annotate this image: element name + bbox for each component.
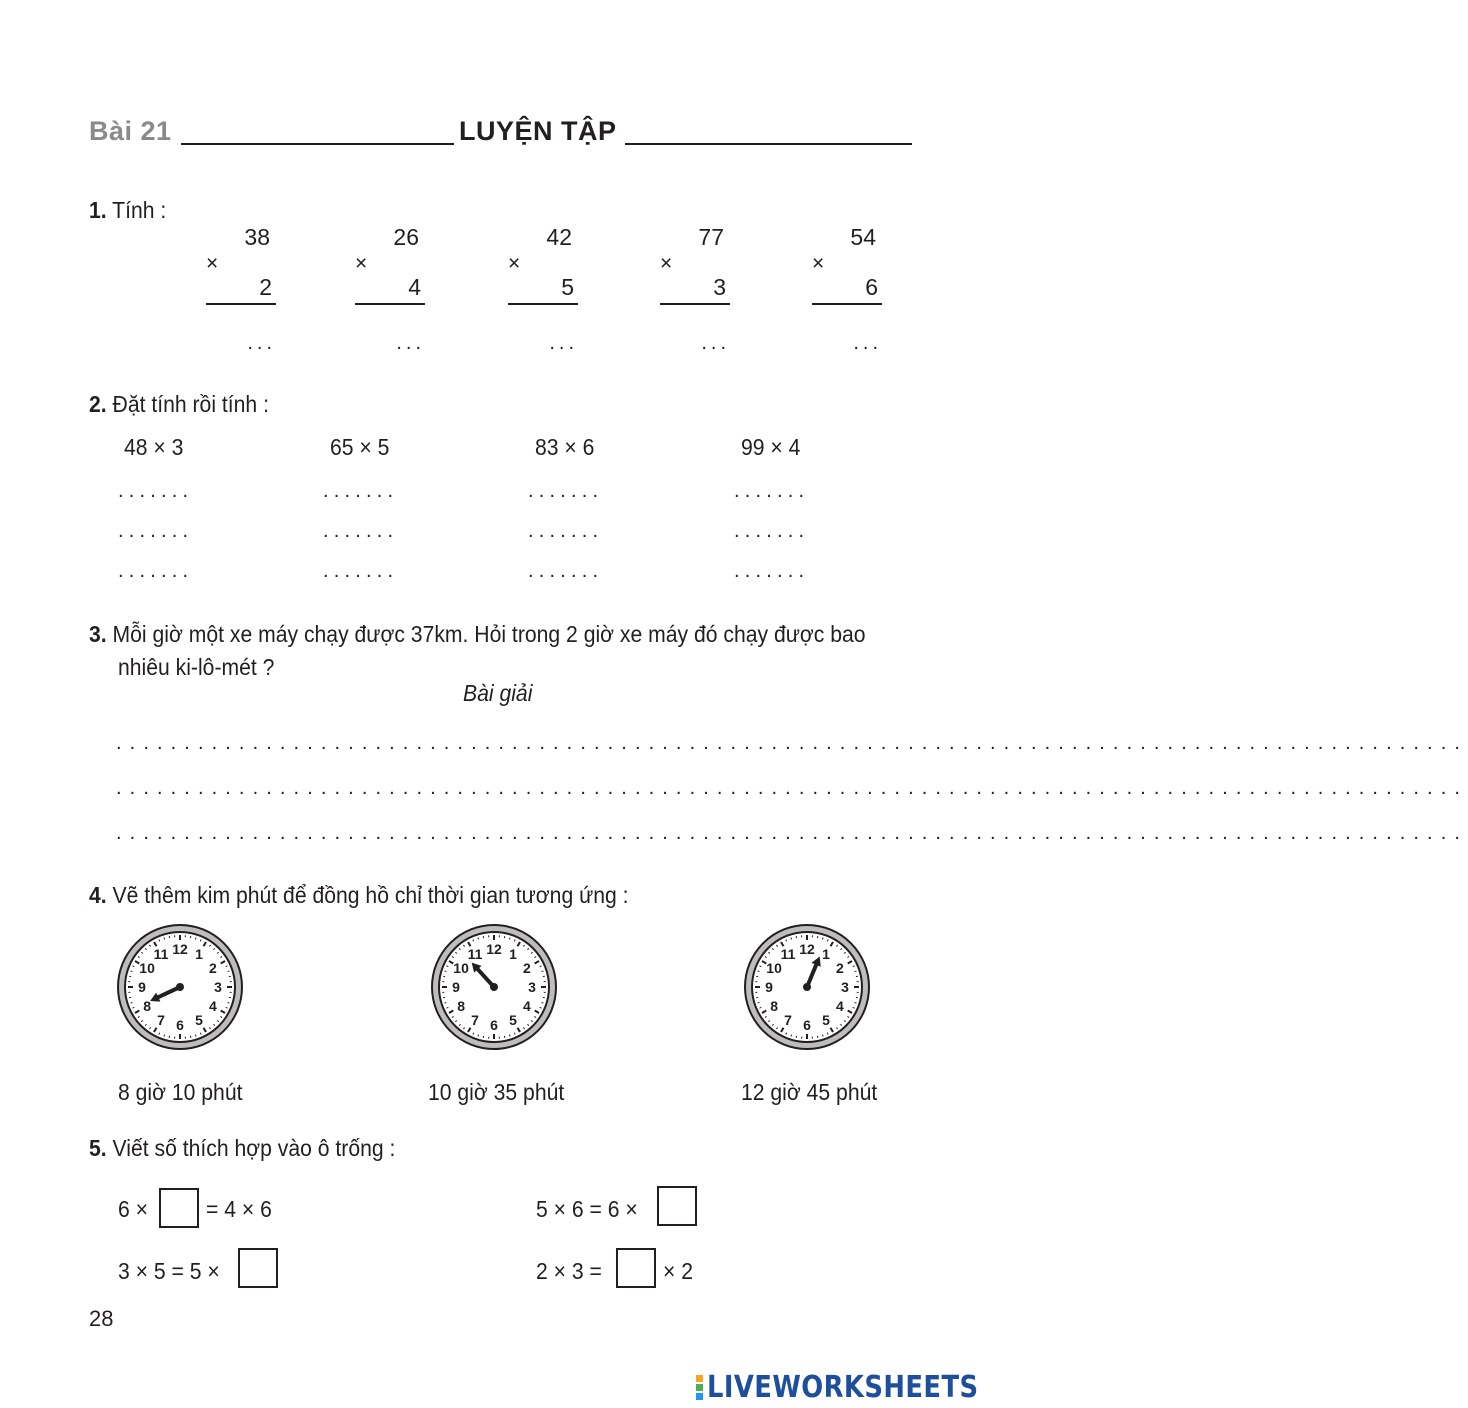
answer-box[interactable] bbox=[159, 1188, 199, 1228]
ex2-answer-line[interactable]: ....... bbox=[734, 520, 810, 542]
clock-numeral: 1 bbox=[822, 946, 830, 963]
ex2-expression: 65 × 5 bbox=[330, 434, 390, 460]
clock-tick bbox=[478, 938, 479, 940]
clock-numeral: 7 bbox=[784, 1011, 792, 1028]
clock-numeral: 7 bbox=[157, 1011, 165, 1028]
answer-blank[interactable]: ... bbox=[549, 332, 578, 354]
clock-caption: 12 giờ 45 phút bbox=[741, 1079, 878, 1105]
ex1-problem: 42 × 5 ... bbox=[508, 224, 578, 354]
clock-numeral: 5 bbox=[195, 1011, 203, 1028]
clock-numeral: 1 bbox=[509, 946, 517, 963]
clock-center bbox=[803, 983, 811, 991]
clock-tick bbox=[791, 938, 792, 940]
ex4-heading: 4. Vẽ thêm kim phút để đồng hồ chỉ thời gian tương ứng : bbox=[89, 882, 629, 908]
clock-tick bbox=[164, 938, 165, 940]
clock-numeral: 1 bbox=[195, 946, 203, 963]
answer-box[interactable] bbox=[657, 1186, 697, 1226]
ex2-answer-line[interactable]: ....... bbox=[118, 560, 194, 582]
clock-tick bbox=[758, 971, 760, 972]
ex2-answer-line[interactable]: ....... bbox=[528, 520, 604, 542]
ex2-expression: 83 × 6 bbox=[535, 434, 595, 460]
clock-numeral: 11 bbox=[153, 946, 169, 963]
clock-numeral: 4 bbox=[523, 998, 531, 1014]
brand-icon bbox=[696, 1375, 703, 1400]
clock-numeral: 10 bbox=[139, 960, 155, 976]
ex5-eq2-left: 5 × 6 = 6 × bbox=[536, 1196, 638, 1222]
clock-numeral: 9 bbox=[452, 979, 460, 995]
clock-numeral: 3 bbox=[528, 979, 536, 995]
clock-numeral: 3 bbox=[214, 979, 222, 995]
page-number: 28 bbox=[89, 1306, 114, 1331]
ex3-answer-line[interactable]: ................................................................................................... bbox=[116, 732, 1468, 754]
clock-numeral: 6 bbox=[803, 1017, 811, 1033]
answer-blank[interactable]: ... bbox=[247, 332, 276, 354]
ex2-answer-line[interactable]: ....... bbox=[528, 560, 604, 582]
clock-tick bbox=[195, 1035, 196, 1037]
answer-box[interactable] bbox=[616, 1248, 656, 1288]
header-rule-right bbox=[625, 143, 912, 145]
ex5-eq3-left: 3 × 5 = 5 × bbox=[118, 1258, 220, 1284]
clock-numeral: 6 bbox=[490, 1017, 498, 1033]
ex2-answer-line[interactable]: ....... bbox=[118, 520, 194, 542]
clock-tick bbox=[228, 1002, 230, 1003]
clock-tick bbox=[228, 971, 230, 972]
clock-tick bbox=[822, 1035, 823, 1037]
clock-center bbox=[176, 983, 184, 991]
clock-numeral: 7 bbox=[471, 1011, 479, 1028]
clock-numeral: 11 bbox=[467, 946, 483, 963]
ex5-eq4-left: 2 × 3 = bbox=[536, 1258, 602, 1284]
clock-numeral: 2 bbox=[209, 960, 217, 976]
clock-tick bbox=[164, 1035, 165, 1037]
clock-face[interactable] bbox=[742, 922, 872, 1052]
clock-tick bbox=[478, 1035, 479, 1037]
clock-numeral: 8 bbox=[457, 998, 465, 1014]
ex5-eq1-left: 6 × bbox=[118, 1196, 149, 1222]
ex5-heading: 5. Viết số thích hợp vào ô trống : bbox=[89, 1135, 396, 1161]
clock-tick bbox=[509, 938, 510, 940]
ex1-problem: 38 × 2 ... bbox=[206, 224, 276, 354]
clock-tick bbox=[445, 1002, 447, 1003]
ex3-question-line1: 3. Mỗi giờ một xe máy chạy được 37km. Hỏi trong 2 giờ xe máy đó chạy được bao bbox=[89, 621, 866, 647]
ex2-expression: 48 × 3 bbox=[124, 434, 184, 460]
ex2-answer-line[interactable]: ....... bbox=[323, 480, 399, 502]
clock-tick bbox=[131, 1002, 133, 1003]
ex1-heading: 1. Tính : bbox=[89, 197, 167, 223]
ex2-answer-line[interactable]: ....... bbox=[118, 480, 194, 502]
ex2-answer-line[interactable]: ....... bbox=[323, 520, 399, 542]
clock-tick bbox=[542, 1002, 544, 1003]
clock-numeral: 5 bbox=[822, 1011, 830, 1028]
ex1-problem: 77 × 3 ... bbox=[660, 224, 730, 354]
clock-numeral: 12 bbox=[799, 941, 815, 957]
answer-blank[interactable]: ... bbox=[396, 332, 425, 354]
ex1-problem: 54 × 6 ... bbox=[812, 224, 882, 354]
clock-face[interactable] bbox=[115, 922, 245, 1052]
clock-tick bbox=[855, 971, 857, 972]
ex1-problem: 26 × 4 ... bbox=[355, 224, 425, 354]
clock-tick bbox=[758, 1002, 760, 1003]
lesson-number: Bài 21 bbox=[89, 116, 172, 146]
clock-tick bbox=[131, 971, 133, 972]
clock-numeral: 5 bbox=[509, 1011, 517, 1028]
clock-numeral: 6 bbox=[176, 1017, 184, 1033]
ex2-answer-line[interactable]: ....... bbox=[734, 480, 810, 502]
clock-numeral: 3 bbox=[841, 979, 849, 995]
answer-blank[interactable]: ... bbox=[853, 332, 882, 354]
clock-tick bbox=[195, 938, 196, 940]
header-rule-left bbox=[181, 143, 454, 145]
clock-numeral: 12 bbox=[172, 941, 188, 957]
ex2-expression: 99 × 4 bbox=[741, 434, 801, 460]
clock-numeral: 8 bbox=[143, 998, 151, 1014]
clock-numeral: 2 bbox=[836, 960, 844, 976]
clock-tick bbox=[855, 1002, 857, 1003]
answer-blank[interactable]: ... bbox=[701, 332, 730, 354]
clock-tick bbox=[822, 938, 823, 940]
clock-numeral: 10 bbox=[766, 960, 782, 976]
clock-tick bbox=[791, 1035, 792, 1037]
ex3-answer-line[interactable]: ................................................................................................... bbox=[116, 777, 1468, 799]
clock-numeral: 4 bbox=[209, 998, 217, 1014]
solution-label: Bài giải bbox=[463, 680, 533, 706]
ex2-answer-line[interactable]: ....... bbox=[323, 560, 399, 582]
brand-logo[interactable] bbox=[696, 1370, 1023, 1404]
clock-numeral: 2 bbox=[523, 960, 531, 976]
clock-numeral: 8 bbox=[770, 998, 778, 1014]
brand-text: LIVEWORKSHEETS bbox=[707, 1369, 979, 1405]
ex5-eq1-right: = 4 × 6 bbox=[206, 1196, 272, 1222]
ex3-answer-line[interactable]: ................................................................................................... bbox=[116, 822, 1468, 844]
ex2-heading: 2. Đặt tính rồi tính : bbox=[89, 391, 269, 417]
answer-box[interactable] bbox=[238, 1248, 278, 1288]
clock-numeral: 12 bbox=[486, 941, 502, 957]
ex3-question-line2: nhiêu ki-lô-mét ? bbox=[118, 654, 275, 680]
ex5-eq4-right: × 2 bbox=[663, 1258, 694, 1284]
clock-center bbox=[490, 983, 498, 991]
clock-face[interactable] bbox=[429, 922, 559, 1052]
clock-numeral: 4 bbox=[836, 998, 844, 1014]
clock-caption: 10 giờ 35 phút bbox=[428, 1079, 565, 1105]
ex2-answer-line[interactable]: ....... bbox=[734, 560, 810, 582]
lesson-title: LUYỆN TẬP bbox=[459, 116, 617, 146]
clock-tick bbox=[509, 1035, 510, 1037]
clock-numeral: 10 bbox=[453, 960, 469, 976]
clock-numeral: 9 bbox=[765, 979, 773, 995]
clock-tick bbox=[542, 971, 544, 972]
clock-numeral: 9 bbox=[138, 979, 146, 995]
ex2-answer-line[interactable]: ....... bbox=[528, 480, 604, 502]
clock-numeral: 11 bbox=[780, 946, 796, 963]
clock-tick bbox=[445, 971, 447, 972]
clock-caption: 8 giờ 10 phút bbox=[118, 1079, 243, 1105]
